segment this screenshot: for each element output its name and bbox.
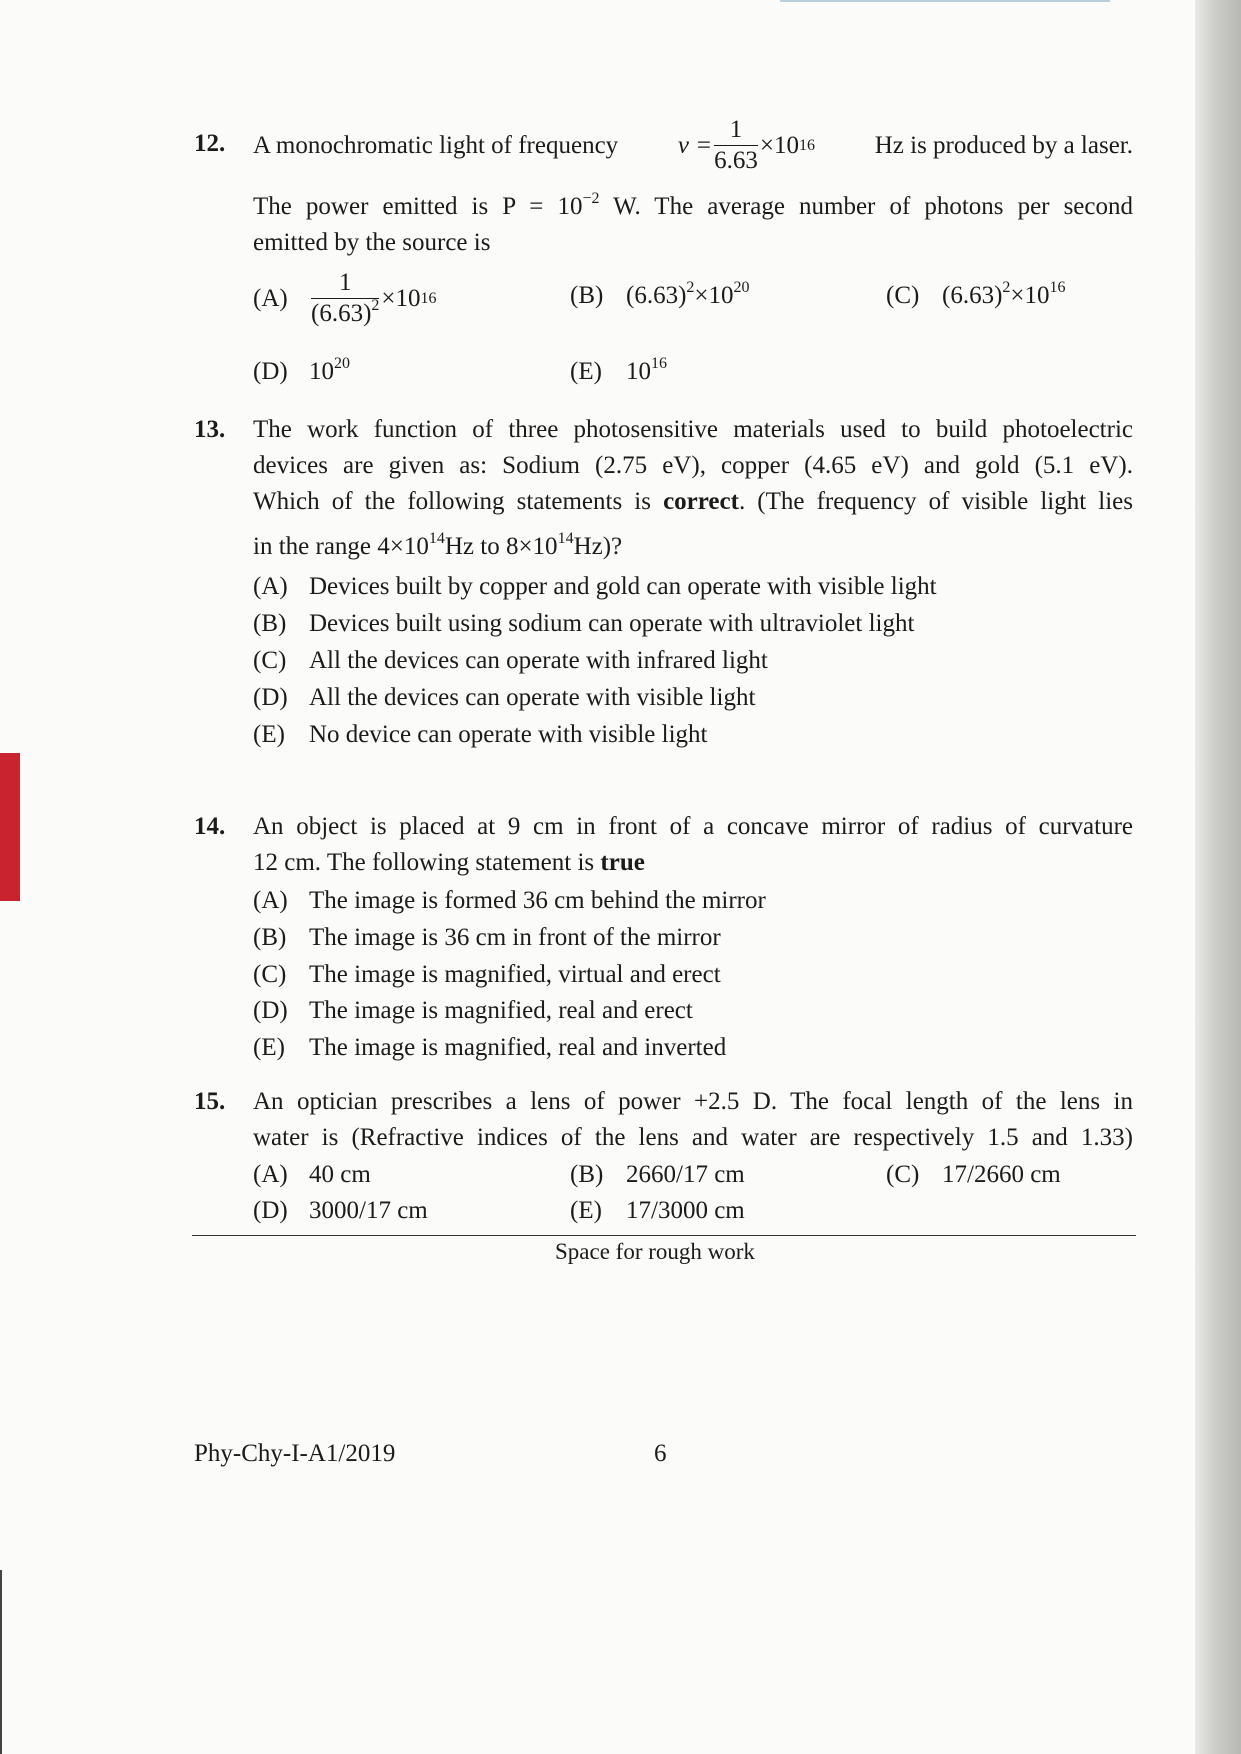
footer-code: Phy-Chy-I-A1/2019 bbox=[194, 1440, 396, 1467]
q14-line1: An object is placed at 9 cm in front of a concave mirror of radius of curvature bbox=[253, 813, 1133, 840]
left-edge-line bbox=[0, 1570, 2, 1754]
q12-fraction bbox=[714, 115, 758, 176]
q12-option-c[interactable]: (C) $(6.63)^2\times 10^{16}$ bbox=[886, 279, 1066, 309]
rough-work-divider bbox=[192, 1235, 1136, 1236]
q12-line3: emitted by the source is bbox=[253, 229, 491, 256]
q13-line3: Which of the following statements is correct. (The frequency of visible light lies bbox=[253, 488, 1133, 515]
q15-option-a[interactable]: (A) 40 cm bbox=[253, 1161, 371, 1188]
q15-option-e[interactable]: (E) 17/3000 cm bbox=[570, 1197, 745, 1224]
q13-line2: devices are given as: Sodium (2.75 eV), copper (4.65 eV) and gold (5.1 eV). bbox=[253, 452, 1133, 479]
q15-number: 15. bbox=[194, 1088, 226, 1115]
q12-option-a[interactable]: (A) $\frac{1}{(6.63)^2}$ ×10 16 bbox=[253, 269, 437, 327]
q15-line1: An optician prescribes a lens of power +2.5 D. The focal length of the lens in bbox=[253, 1088, 1133, 1115]
q15-option-b[interactable]: (B) 2660/17 cm bbox=[570, 1161, 745, 1188]
q13-option-e[interactable]: (E) No device can operate with visible light bbox=[253, 721, 708, 748]
q12-option-a-fraction: $\frac{1}{(6.63)^2}$ bbox=[311, 269, 380, 327]
q14-option-b[interactable]: (B) The image is 36 cm in front of the mirror bbox=[253, 924, 721, 951]
q12-nu: ν = bbox=[677, 131, 713, 159]
q13-number: 13. bbox=[194, 416, 226, 443]
q15-line2: water is (Refractive indices of the lens and water are respectively 1.5 and 1.33) bbox=[253, 1124, 1133, 1151]
q13-option-b[interactable]: (B) Devices built using sodium can operate with ultraviolet light bbox=[253, 610, 915, 637]
q14-option-a[interactable]: (A) The image is formed 36 cm behind the mirror bbox=[253, 887, 766, 914]
footer-page-number: 6 bbox=[654, 1440, 667, 1467]
q12-line1-end: Hz is produced by a laser. bbox=[874, 131, 1133, 159]
q13-line4: in the range $4\times 10^{14}Hz$ to $8\times 10^{14}Hz$)? bbox=[253, 530, 623, 560]
q12-line2: The power emitted is $P = 10^{-2}$ W. The average number of photons per second bbox=[253, 190, 1133, 220]
q12-option-d[interactable]: (D) $10^{20}$ bbox=[253, 355, 350, 385]
q13-option-d[interactable]: (D) All the devices can operate with visible light bbox=[253, 684, 756, 711]
q12-times-ten: ×10 bbox=[759, 131, 799, 159]
q14-option-e[interactable]: (E) The image is magnified, real and inverted bbox=[253, 1034, 727, 1061]
top-edge-mark bbox=[780, 0, 1110, 2]
q15-option-d[interactable]: (D) 3000/17 cm bbox=[253, 1197, 428, 1224]
q14-option-d[interactable]: (D) The image is magnified, real and erect bbox=[253, 997, 693, 1024]
q13-line1: The work function of three photosensitive materials used to build photoelectric bbox=[253, 416, 1133, 443]
q13-option-c[interactable]: (C) All the devices can operate with infrared light bbox=[253, 647, 768, 674]
rough-work-label: Space for rough work bbox=[555, 1239, 755, 1264]
q14-number: 14. bbox=[194, 813, 226, 840]
q12-line1-start: A monochromatic light of frequency bbox=[253, 131, 619, 159]
red-edge-tab bbox=[0, 753, 20, 901]
page-edge-shadow bbox=[1195, 0, 1241, 1754]
q14-line2: 12 cm. The following statement is true bbox=[253, 849, 645, 876]
q12-frac-den: 6.63 bbox=[714, 147, 758, 174]
q12-option-b[interactable]: (B) $(6.63)^2\times 10^{20}$ bbox=[570, 279, 750, 309]
q13-option-a[interactable]: (A) Devices built by copper and gold can operate with visible light bbox=[253, 573, 937, 600]
q12-formula: ν = $\frac{1}{6.63}$ ×10 16 bbox=[677, 116, 815, 174]
q14-option-c[interactable]: (C) The image is magnified, virtual and erect bbox=[253, 961, 721, 988]
q12-frac-num: 1 bbox=[714, 115, 758, 146]
q12-line1 bbox=[253, 115, 1133, 176]
q12-number: 12. bbox=[194, 130, 226, 157]
q12-option-e[interactable]: (E) $10^{16}$ bbox=[570, 355, 667, 385]
q15-option-c[interactable]: (C) 17/2660 cm bbox=[886, 1161, 1061, 1188]
